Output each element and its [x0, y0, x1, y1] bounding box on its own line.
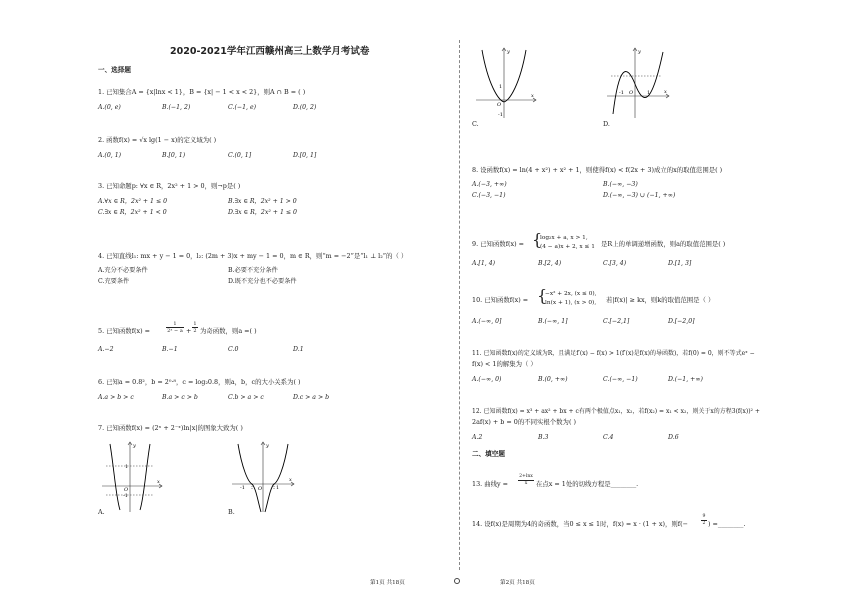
q7-graph-d[interactable]	[603, 44, 673, 120]
y-label: y	[507, 49, 510, 55]
q9-case-2: (4 − a)x + 2, x ≤ 1	[540, 244, 595, 250]
tick-1: 1	[125, 464, 129, 470]
q14-frac-numerator: 9	[702, 514, 706, 519]
q13-fraction	[518, 474, 534, 487]
q5-option-b[interactable]: B.−1	[162, 346, 178, 353]
q13-frac-denominator: x	[524, 481, 528, 486]
question-14-tail: ) =________.	[708, 520, 746, 528]
q4-option-c[interactable]: C.充要条件	[98, 278, 130, 285]
q11-option-a[interactable]: A.(−∞, 0)	[472, 376, 502, 383]
origin-label: O	[258, 486, 263, 492]
q5-option-c[interactable]: C.0	[228, 346, 239, 353]
q5-frac1-numerator: 1	[166, 321, 184, 328]
q12-option-d[interactable]: D.6	[668, 434, 679, 441]
q14-frac-denominator: 2	[702, 521, 706, 526]
q3-option-c[interactable]: C.∃x ∈ R，2x² + 1 < 0	[98, 209, 167, 216]
question-9-lead: 9. 已知函数f(x) =	[472, 240, 525, 248]
q9-option-d[interactable]: D.[1, 3]	[668, 260, 692, 267]
footer-page-left: 第1页 共18页	[370, 580, 405, 586]
q7-label-b: B.	[228, 508, 235, 516]
question-10-lead: 10. 已知函数f(x) =	[472, 296, 529, 304]
tick-neg1: -1	[123, 493, 128, 499]
q1-option-d[interactable]: D.(0, 2)	[293, 104, 317, 111]
q12-option-b[interactable]: B.3	[538, 434, 549, 441]
tick-neg1: -1	[619, 90, 624, 96]
q7-label-d: D.	[603, 120, 610, 128]
tick-neg1: -1	[240, 485, 245, 491]
q2-option-c[interactable]: C.(0, 1]	[228, 152, 252, 159]
q12-option-c[interactable]: C.4	[603, 434, 614, 441]
q10-option-a[interactable]: A.(−∞, 0]	[472, 318, 502, 325]
section-choice-heading: 一、选择题	[98, 66, 131, 74]
q5-option-a[interactable]: A.−2	[98, 346, 114, 353]
x-label: x	[157, 479, 160, 485]
q11-option-b[interactable]: B.(0, +∞)	[538, 376, 568, 383]
question-7: 7. 已知函数f(x) = (2ˣ + 2⁻ˣ)ln|x|的图象大致为( )	[98, 424, 243, 432]
q12-option-a[interactable]: A.2	[472, 434, 483, 441]
question-8: 8. 设函数f(x) = ln(4 + x²) + x² + 1，则使得f(x) < f(2x + 3)成立的x的取值范围是( )	[472, 166, 723, 174]
q9-option-a[interactable]: A.[1, 4)	[472, 260, 496, 267]
q5-frac2-denominator: 2	[193, 328, 197, 334]
q2-option-b[interactable]: B.[0, 1)	[162, 152, 186, 159]
curve	[613, 52, 663, 114]
question-2: 2. 函数f(x) = √x lg(1 − x)的定义域为( )	[98, 136, 217, 144]
origin-label: O	[124, 487, 129, 493]
q9-case-1: log₂x + a, x > 1,	[540, 235, 588, 241]
q11-option-c[interactable]: C.(−∞, −1)	[603, 376, 638, 383]
q10-option-c[interactable]: C.[−2,1]	[603, 318, 630, 325]
q10-option-d[interactable]: D.[−2,0]	[668, 318, 695, 325]
footer-page-right: 第2页 共18页	[500, 580, 535, 586]
question-3: 3. 已知命题p: ∀x ∈ R，2x² + 1 > 0，则¬p是( )	[98, 182, 241, 190]
q5-frac1-denominator: 2ˣ − a	[167, 328, 183, 334]
question-12-line-2: 2af(x) + b = 0的不同实根个数为( )	[472, 418, 576, 426]
question-10-tail: 若|f(x)| ≥ kx，则k的取值范围是（ ）	[606, 296, 715, 304]
question-13-lead: 13. 曲线y =	[472, 480, 508, 488]
q7-graph-c[interactable]	[472, 44, 542, 120]
x-label: x	[531, 93, 534, 99]
q7-label-c: C.	[472, 120, 479, 128]
tick-1: 1	[647, 90, 651, 96]
y-label: y	[638, 49, 641, 55]
q4-option-d[interactable]: D.既不充分也不必要条件	[228, 278, 297, 285]
question-4: 4. 已知直线l₁: mx + y − 1 = 0，l₂: (2m + 3)x + my − 1 = 0，m ∈ R，则“m = −2”是“l₁ ⊥ l₂”的（ ）	[98, 252, 408, 260]
x-label: x	[289, 477, 292, 483]
q11-option-d[interactable]: D.(−1, +∞)	[668, 376, 703, 383]
question-6: 6. 已知a = 0.8²，b = 2⁰·⁸，c = log₂0.8，则a，b，c的大小关系为( )	[98, 378, 301, 386]
question-11-line-2: f(x) < 1的解集为（ ）	[472, 360, 537, 368]
q10-brace: {	[537, 286, 548, 305]
q8-option-a[interactable]: A.(−3, +∞)	[472, 181, 507, 188]
q10-case-1: −x² + 2x, (x ≤ 0),	[545, 291, 597, 297]
q1-option-c[interactable]: C.(−1, e)	[228, 104, 257, 111]
origin-label: O	[629, 90, 634, 96]
question-1: 1. 已知集合A = {x|lnx < 1}，B = {x| − 1 < x < 2}，则A ∩ B = ( )	[98, 88, 306, 96]
question-14-lead: 14. 设f(x)是周期为4的奇函数，当0 ≤ x ≤ 1时，f(x) = x · (1 + x)，则f(−	[472, 520, 689, 528]
q6-option-b[interactable]: B.a > c > b	[162, 394, 198, 401]
q4-option-a[interactable]: A.充分不必要条件	[98, 267, 148, 274]
q6-option-c[interactable]: C.b > a > c	[228, 394, 264, 401]
q5-plus: +	[186, 327, 192, 335]
q3-option-b[interactable]: B.∃x ∈ R，2x² + 1 > 0	[228, 198, 297, 205]
x-label: x	[664, 89, 667, 95]
q8-option-d[interactable]: D.(−∞, −3) ∪ (−1, +∞)	[603, 192, 676, 199]
q4-option-b[interactable]: B.必要不充分条件	[228, 267, 278, 274]
question-12-line-1: 12. 已知函数f(x) = x³ + ax² + bx + c有两个极值点x₁，x₂，若f(x₂) = x₁ < x₂，则关于x的方程3(f(x))² +	[472, 408, 760, 415]
exam-title: 2020-2021学年江西赣州高三上数学月考试卷	[170, 46, 370, 57]
q9-brace: {	[532, 230, 543, 249]
q1-option-b[interactable]: B.(−1, 2)	[162, 104, 191, 111]
q2-option-a[interactable]: A.(0, 1)	[98, 152, 122, 159]
tick-1: 1	[276, 485, 280, 491]
tick-neg1: -1	[498, 112, 503, 118]
y-label: y	[133, 443, 136, 449]
q3-option-a[interactable]: A.∀x ∈ R，2x² + 1 ≤ 0	[98, 198, 168, 205]
q8-option-b[interactable]: B.(−∞, −3)	[603, 181, 638, 188]
question-13-tail: 在点x = 1处的切线方程是________.	[536, 480, 639, 488]
q7-label-a: A.	[98, 508, 105, 516]
q8-option-c[interactable]: C.(−3, −1)	[472, 192, 506, 199]
q3-option-d[interactable]: D.∃x ∈ R，2x² + 1 ≤ 0	[228, 209, 297, 216]
q2-option-d[interactable]: D.[0, 1]	[293, 152, 317, 159]
origin-label: O	[497, 102, 502, 108]
question-5-tail: 为奇函数，则a =( )	[200, 327, 257, 335]
q9-option-b[interactable]: B.[2, 4)	[538, 260, 562, 267]
question-11-line-1: 11. 已知函数f(x)的定义域为R，且满足f′(x) − f(x) > 1(f′(x)是f(x)的导函数)，若f(0) = 0，则不等式eˣ −	[472, 350, 755, 357]
q5-frac2-numerator: 1	[193, 321, 197, 327]
question-5-lead: 5. 已知函数f(x) =	[98, 327, 151, 335]
q1-option-a[interactable]: A.(0, e)	[98, 104, 121, 111]
q6-option-d[interactable]: D.c > a > b	[293, 394, 330, 401]
q5-option-d[interactable]: D.1	[293, 346, 304, 353]
q13-frac-numerator: 2+lnx	[519, 474, 533, 479]
section-fill-heading: 二、填空题	[472, 450, 505, 458]
question-9-tail: 是R上的单调递增函数，则a的取值范围是( )	[601, 240, 726, 248]
q10-option-b[interactable]: B.(−∞, 1]	[538, 318, 568, 325]
tick-1: 1	[499, 84, 503, 90]
q14-fraction	[701, 514, 707, 527]
y-label: y	[266, 443, 269, 449]
q6-option-a[interactable]: A.a > b > c	[98, 394, 134, 401]
q9-option-c[interactable]: C.[3, 4)	[603, 260, 627, 267]
q10-case-2: ln(x + 1), (x > 0),	[545, 300, 597, 306]
